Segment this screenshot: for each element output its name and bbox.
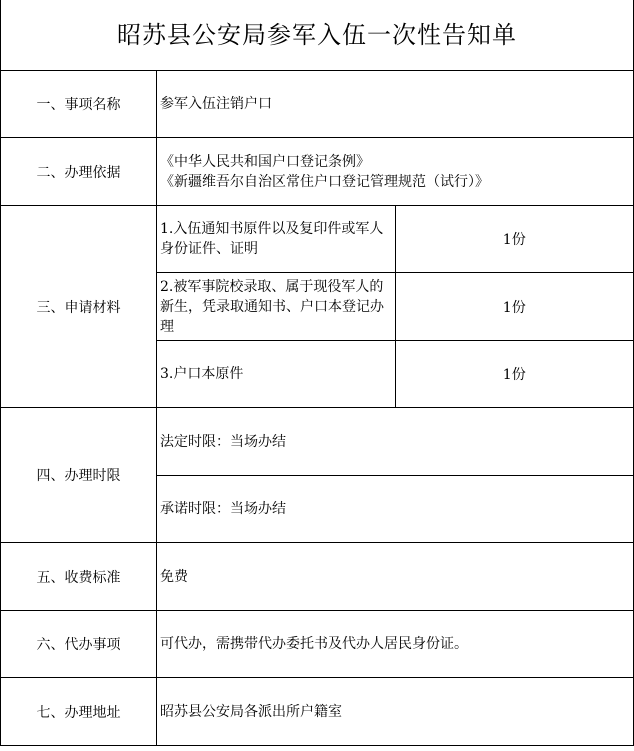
time-limit-promised: 承诺时限：当场办结 <box>157 476 634 543</box>
item-name-label: 一、事项名称 <box>1 71 157 138</box>
row-agent <box>1 611 634 678</box>
basis-value <box>157 138 634 206</box>
address-value: 昭苏县公安局各派出所户籍室 <box>157 678 634 746</box>
row-item-name <box>1 71 634 138</box>
row-fee <box>1 543 634 611</box>
row-material-1 <box>1 206 634 273</box>
material-2-count: 1份 <box>395 273 634 341</box>
basis-line-2: 《新疆维吾尔自治区常住户口登记管理规范（试行）》 <box>160 173 489 190</box>
agent-label: 六、代办事项 <box>1 611 157 678</box>
time-limit-label: 四、办理时限 <box>1 408 157 543</box>
notice-table <box>0 70 634 746</box>
basis-line-1: 《中华人民共和国户口登记条例》 <box>160 153 370 170</box>
item-name-value: 参军入伍注销户口 <box>157 71 634 138</box>
document-title: 昭苏县公安局参军入伍一次性告知单 <box>0 0 634 70</box>
fee-label: 五、收费标准 <box>1 543 157 611</box>
material-3-count: 1份 <box>395 341 634 408</box>
row-basis <box>1 138 634 206</box>
materials-label: 三、申请材料 <box>1 206 157 408</box>
material-3-text: 3.户口本原件 <box>157 341 396 408</box>
material-1-count: 1份 <box>395 206 634 273</box>
time-limit-legal: 法定时限：当场办结 <box>157 408 634 476</box>
agent-value: 可代办，需携带代办委托书及代办人居民身份证。 <box>157 611 634 678</box>
fee-value: 免费 <box>157 543 634 611</box>
row-time-limit-legal <box>1 408 634 476</box>
address-label: 七、办理地址 <box>1 678 157 746</box>
row-address <box>1 678 634 746</box>
material-1-text: 1.入伍通知书原件以及复印件或军人身份证件、证明 <box>157 206 396 273</box>
basis-label: 二、办理依据 <box>1 138 157 206</box>
material-2-text: 2.被军事院校录取、属于现役军人的新生，凭录取通知书、户口本登记办理 <box>157 273 396 341</box>
